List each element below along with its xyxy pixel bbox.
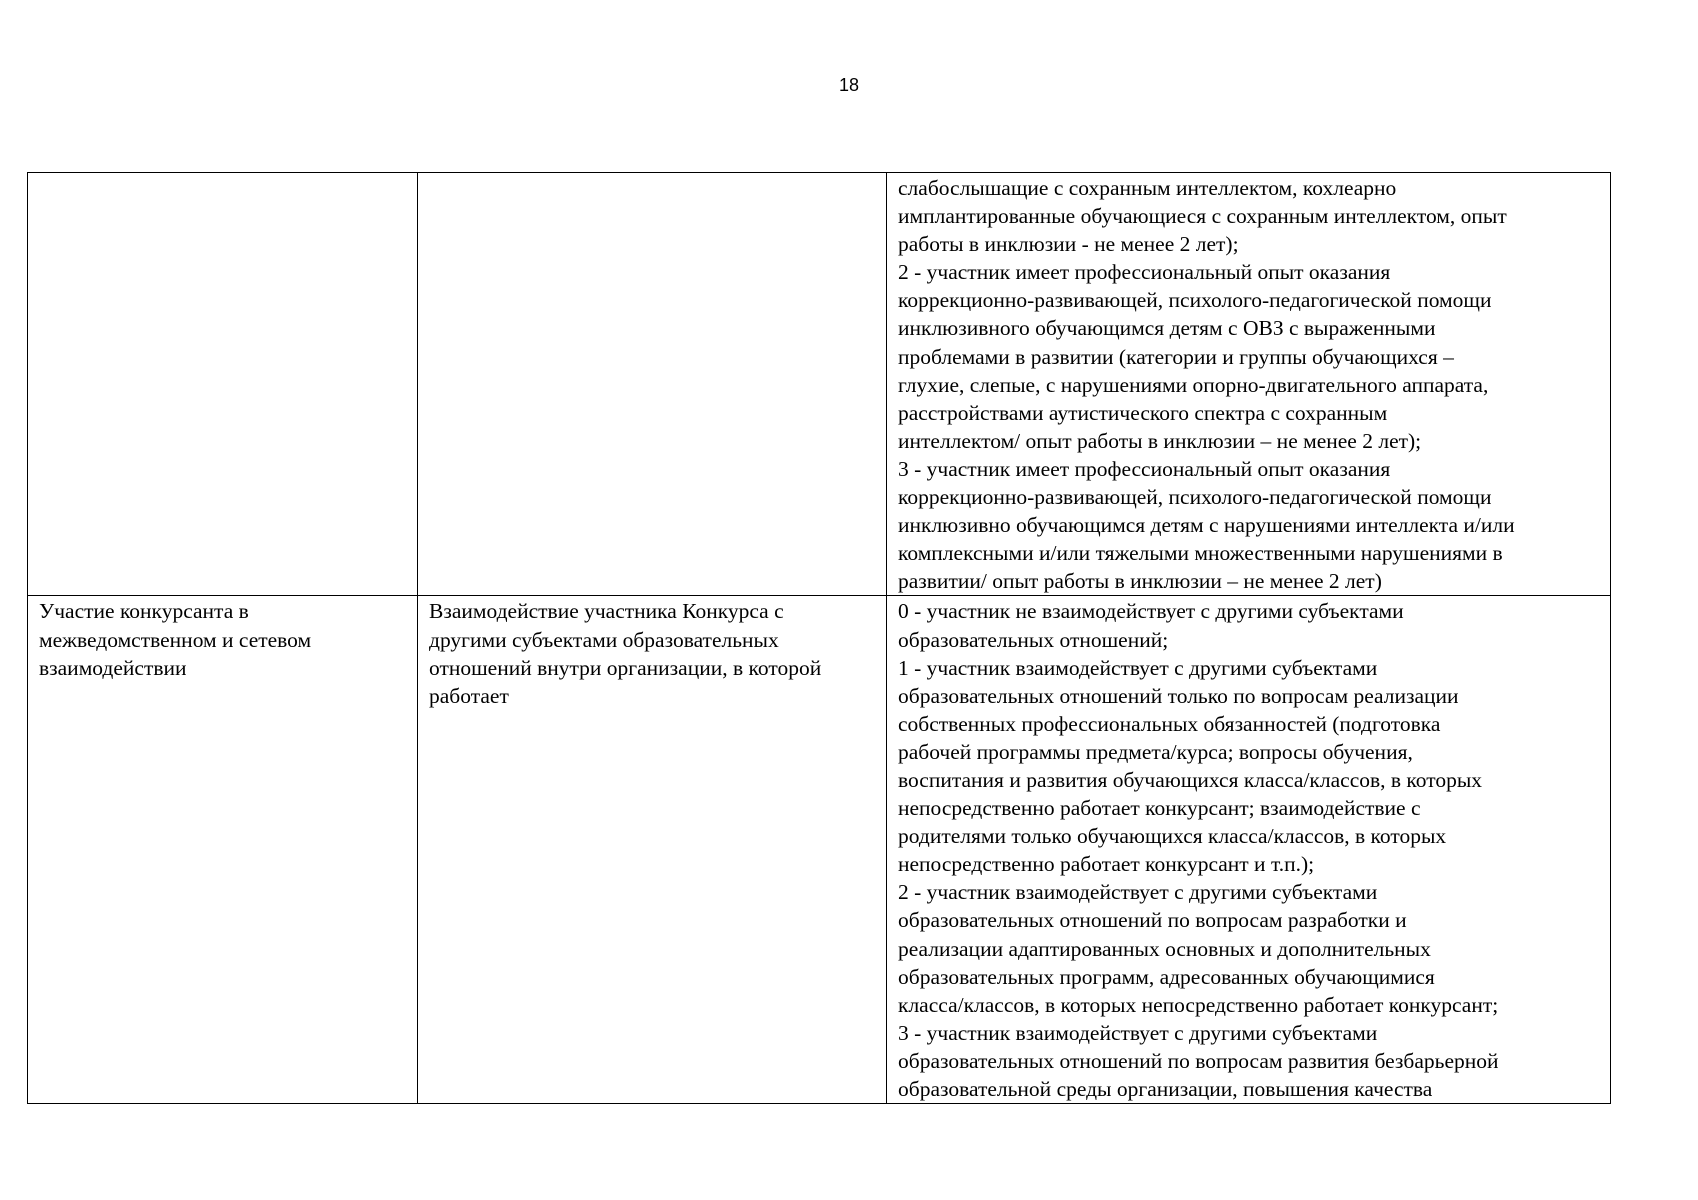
criterion-line: Участие конкурсанта в xyxy=(39,599,249,624)
indicator-line: работает xyxy=(429,683,509,708)
scale-line: интеллектом/ опыт работы в инклюзии – не менее 2 лет); xyxy=(898,428,1422,453)
indicator-cell xyxy=(418,173,887,596)
scale-line: расстройствами аутистического спектра с сохранным xyxy=(898,400,1388,425)
criterion-line: межведомственном и сетевом xyxy=(39,627,312,652)
scale-line: коррекционно-развивающей, психолого-педагогической помощи xyxy=(898,288,1492,313)
scale-line: 0 - участник не взаимодействует с другими субъектами xyxy=(898,599,1404,624)
scale-line: 2 - участник взаимодействует с другими субъектами xyxy=(898,880,1378,905)
indicator-cell xyxy=(418,596,887,1104)
scale-line: развитии/ опыт работы в инклюзии – не менее 2 лет) xyxy=(898,569,1382,594)
scale-line: инклюзивного обучающимся детям с ОВЗ с выраженными xyxy=(898,316,1436,341)
table-row xyxy=(28,173,1611,596)
scale-line: 3 - участник имеет профессиональный опыт оказания xyxy=(898,456,1391,481)
scale-line: реализации адаптированных основных и дополнительных xyxy=(898,936,1431,961)
scale-line: коррекционно-развивающей, психолого-педагогической помощи xyxy=(898,485,1492,510)
scale-line: 3 - участник взаимодействует с другими субъектами xyxy=(898,1020,1378,1045)
scale-line: образовательных программ, адресованных обучающимися xyxy=(898,964,1435,989)
scale-line: работы в инклюзии - не менее 2 лет); xyxy=(898,232,1239,257)
scale-line: непосредственно работает конкурсант; взаимодействие с xyxy=(898,796,1421,821)
scale-line: комплексными и/или тяжелыми множественными нарушениями в xyxy=(898,541,1503,566)
scale-line: 1 - участник взаимодействует с другими субъектами xyxy=(898,655,1378,680)
scale-line: проблемами в развитии (категории и группы обучающихся – xyxy=(898,344,1454,369)
criterion-cell xyxy=(28,173,418,596)
scale-line: класса/классов, в которых непосредственно работает конкурсант; xyxy=(898,992,1499,1017)
scale-line: непосредственно работает конкурсант и т.п.); xyxy=(898,852,1315,877)
scale-line: собственных профессиональных обязанностей (подготовка xyxy=(898,711,1441,736)
indicator-line: Взаимодействие участника Конкурса с xyxy=(429,599,784,624)
scale-line: имплантированные обучающиеся с сохранным интеллектом, опыт xyxy=(898,204,1507,229)
criterion-cell xyxy=(28,596,418,1104)
scale-line: 2 - участник имеет профессиональный опыт оказания xyxy=(898,260,1391,285)
scale-line: родителями только обучающихся класса/классов, в которых xyxy=(898,824,1447,849)
indicator-line: другими субъектами образовательных xyxy=(429,627,779,652)
scale-line: образовательной среды организации, повышения качества xyxy=(898,1077,1433,1101)
scale-line: образовательных отношений по вопросам развития безбарьерной xyxy=(898,1048,1499,1073)
scale-line: инклюзивно обучающимся детям с нарушениями интеллекта и/или xyxy=(898,513,1515,538)
scale-line: воспитания и развития обучающихся класса/классов, в которых xyxy=(898,767,1483,792)
scale-line: глухие, слепые, с нарушениями опорно-двигательного аппарата, xyxy=(898,372,1489,397)
scale-line: образовательных отношений по вопросам разработки и xyxy=(898,908,1407,933)
scale-line: образовательных отношений; xyxy=(898,627,1169,652)
scale-cell xyxy=(887,173,1611,596)
scale-line: рабочей программы предмета/курса; вопросы обучения, xyxy=(898,739,1413,764)
indicator-line: отношений внутри организации, в которой xyxy=(429,655,822,680)
page-number: 18 xyxy=(838,75,860,95)
criterion-line: взаимодействии xyxy=(39,655,187,680)
table-row xyxy=(28,596,1611,1104)
criteria-table xyxy=(27,172,1611,1104)
scale-line: слабослышащие с сохранным интеллектом, кохлеарно xyxy=(898,176,1397,200)
scale-line: образовательных отношений только по вопросам реализации xyxy=(898,683,1459,708)
scale-cell xyxy=(887,596,1611,1104)
